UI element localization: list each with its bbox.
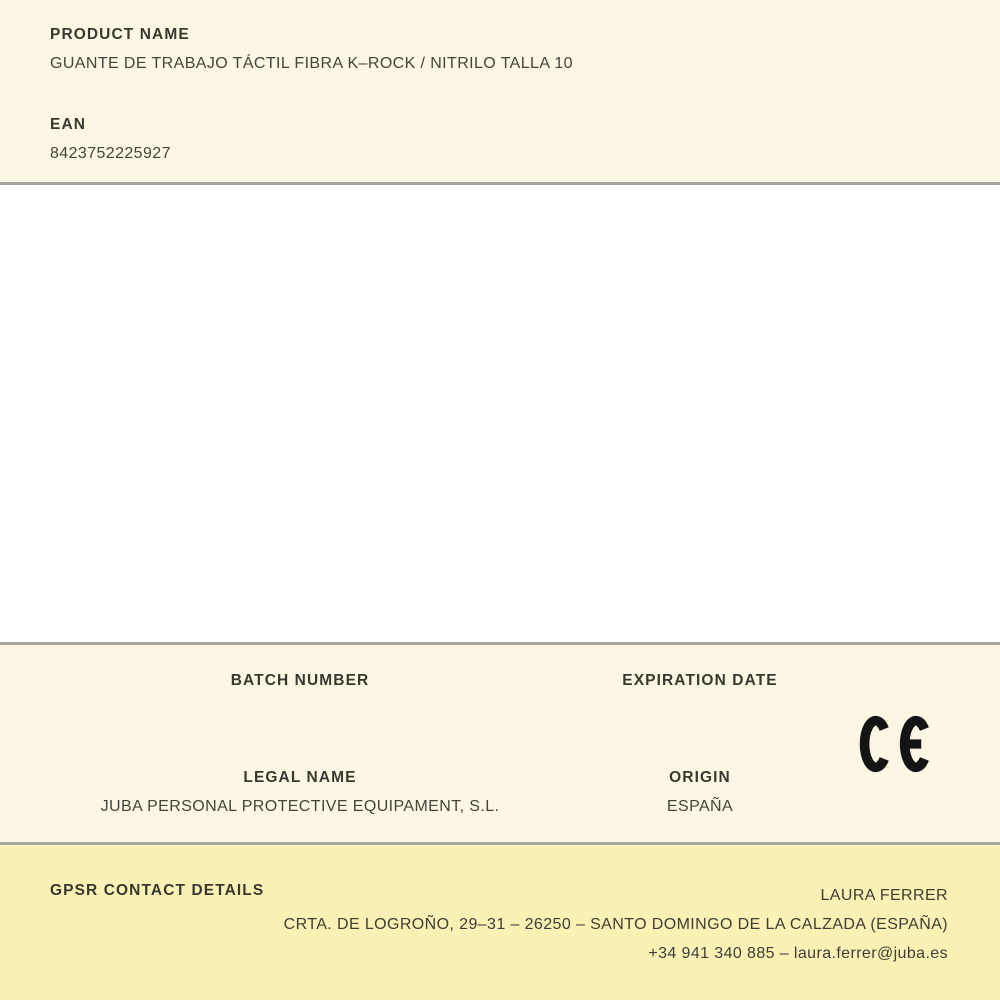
origin-value: ESPAÑA <box>666 798 734 815</box>
gpsr-label: GPSR CONTACT DETAILS <box>50 882 265 899</box>
gpsr-contact-name: LAURA FERRER <box>820 887 948 904</box>
field-origin <box>500 768 900 817</box>
field-ean <box>50 115 950 164</box>
legal-name-label: LEGAL NAME <box>243 769 357 786</box>
gpsr-address: CRTA. DE LOGROÑO, 29–31 – 26250 – SANTO DOMINGO DE LA CALZADA (ESPAÑA) <box>283 916 948 933</box>
expiration-date-label: EXPIRATION DATE <box>622 672 778 689</box>
field-expiration-date <box>500 671 900 700</box>
ean-label: EAN <box>50 116 87 133</box>
batch-number-label: BATCH NUMBER <box>230 672 370 689</box>
product-name-label: PRODUCT NAME <box>50 26 190 43</box>
product-header-section <box>0 0 1000 185</box>
legal-name-value: JUBA PERSONAL PROTECTIVE EQUIPAMENT, S.L. <box>100 798 500 815</box>
gpsr-section <box>0 845 1000 1000</box>
gpsr-contact-block <box>284 881 948 968</box>
field-legal-name <box>100 768 500 817</box>
field-batch-number <box>100 671 500 700</box>
ce-mark-icon <box>858 714 938 774</box>
gpsr-phone-email: +34 941 340 885 – laura.ferrer@juba.es <box>648 945 948 962</box>
origin-label: ORIGIN <box>669 769 731 786</box>
product-name-value: GUANTE DE TRABAJO TÁCTIL FIBRA K–ROCK / NITRILO TALLA 10 <box>50 55 573 72</box>
ean-value: 8423752225927 <box>50 145 171 162</box>
field-product-name <box>50 25 950 74</box>
details-section <box>0 645 1000 845</box>
empty-body-section <box>0 185 1000 645</box>
details-grid <box>100 645 900 817</box>
